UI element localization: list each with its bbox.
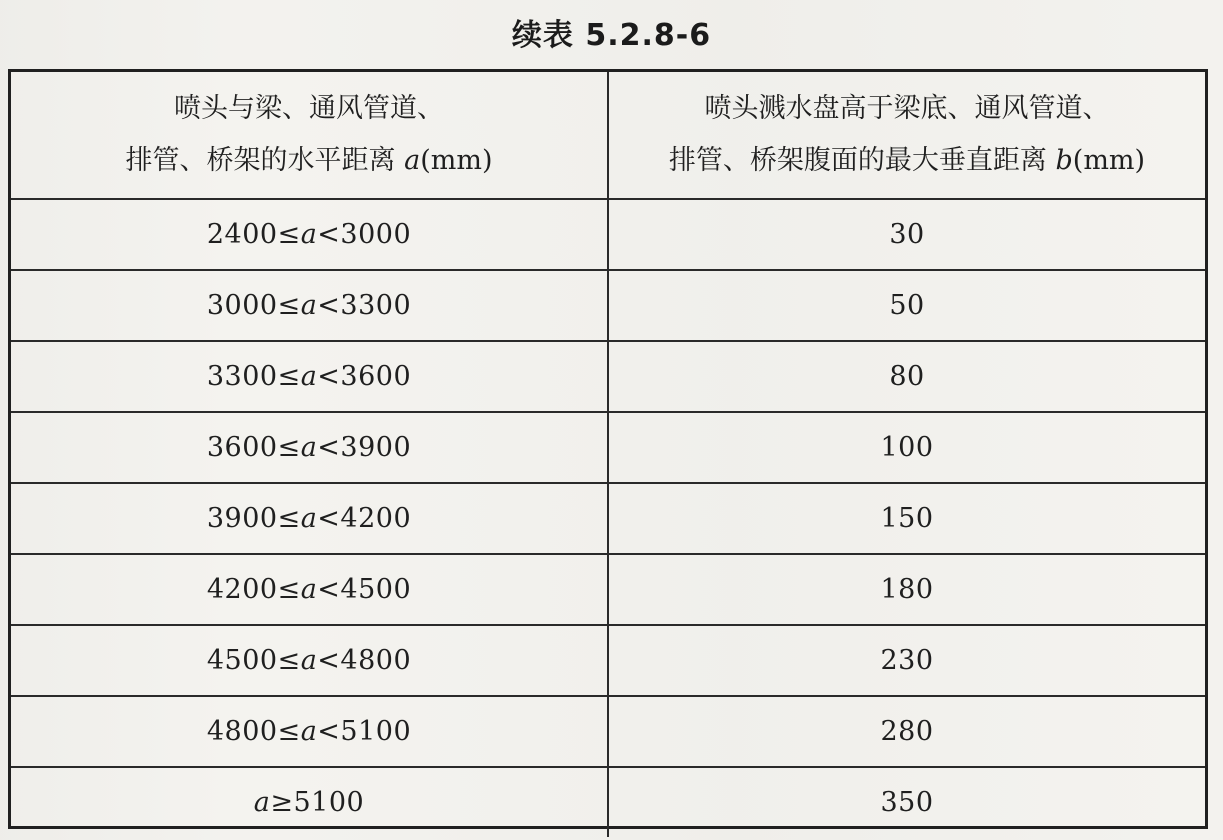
vertical-distance-cell: 230 <box>608 625 1205 696</box>
horizontal-distance-cell: a≥5100 <box>11 767 608 837</box>
header-line-1: 喷头与梁、通风管道、 <box>174 93 444 124</box>
header-line-2 <box>609 135 1205 187</box>
table-row <box>11 625 1205 696</box>
vertical-distance-cell: 280 <box>608 696 1205 767</box>
vertical-distance-cell: 180 <box>608 554 1205 625</box>
table-header-row <box>11 72 1205 199</box>
table-row <box>11 554 1205 625</box>
table-row <box>11 341 1205 412</box>
horizontal-distance-cell: 3600≤a<3900 <box>11 412 608 483</box>
table-row <box>11 412 1205 483</box>
header-line-2-text: 排管、桥架腹面的最大垂直距离 <box>668 145 1056 176</box>
table-row <box>11 270 1205 341</box>
vertical-distance-cell: 30 <box>608 199 1205 270</box>
horizontal-distance-cell: 4800≤a<5100 <box>11 696 608 767</box>
horizontal-distance-cell: 4200≤a<4500 <box>11 554 608 625</box>
horizontal-distance-cell: 3900≤a<4200 <box>11 483 608 554</box>
variable-b: b <box>1055 145 1073 176</box>
vertical-distance-cell: 100 <box>608 412 1205 483</box>
header-vertical-distance <box>608 72 1205 199</box>
table-row <box>11 696 1205 767</box>
horizontal-distance-cell: 3300≤a<3600 <box>11 341 608 412</box>
table-row <box>11 483 1205 554</box>
horizontal-distance-cell: 2400≤a<3000 <box>11 199 608 270</box>
vertical-distance-cell: 350 <box>608 767 1205 837</box>
header-horizontal-distance <box>11 72 608 199</box>
unit-label: (mm) <box>420 145 493 176</box>
unit-label: (mm) <box>1072 145 1146 176</box>
header-line-2-text: 排管、桥架的水平距离 <box>125 145 405 176</box>
vertical-distance-cell: 150 <box>608 483 1205 554</box>
table-row <box>11 767 1205 837</box>
data-table <box>11 72 1205 837</box>
horizontal-distance-cell: 3000≤a<3300 <box>11 270 608 341</box>
table-title: 续表 5.2.8-6 <box>511 18 712 53</box>
header-line-1: 喷头溅水盘高于梁底、通风管道、 <box>704 93 1110 124</box>
header-line-2 <box>11 135 607 187</box>
table-row <box>11 199 1205 270</box>
horizontal-distance-cell: 4500≤a<4800 <box>11 625 608 696</box>
data-table-wrapper <box>8 69 1208 829</box>
vertical-distance-cell: 50 <box>608 270 1205 341</box>
vertical-distance-cell: 80 <box>608 341 1205 412</box>
variable-a: a <box>404 145 421 176</box>
